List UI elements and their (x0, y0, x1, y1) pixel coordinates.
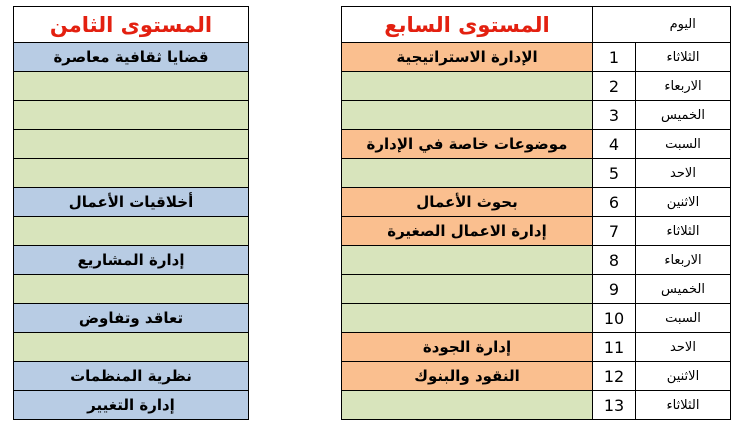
day-cell: الثلاثاء (636, 391, 731, 420)
level7-body (342, 7, 731, 420)
level8-row (14, 362, 249, 391)
level8-subject-cell (14, 101, 249, 130)
level7-header: المستوى السابع (342, 7, 593, 43)
level7-row (342, 217, 731, 246)
level7-row (342, 391, 731, 420)
level7-row (342, 304, 731, 333)
row-number-cell: 8 (593, 246, 636, 275)
day-header: اليوم (636, 7, 731, 43)
row-number-cell: 1 (593, 43, 636, 72)
level7-subject-cell (342, 391, 593, 420)
level7-subject-cell (342, 275, 593, 304)
level8-row (14, 246, 249, 275)
level8-subject-cell: إدارة التغيير (14, 391, 249, 420)
level7-row (342, 246, 731, 275)
level8-subject-cell (14, 159, 249, 188)
level8-subject-cell: تعاقد وتفاوض (14, 304, 249, 333)
blank-header-cell (593, 7, 636, 43)
level7-subject-cell (342, 101, 593, 130)
day-cell: الاحد (636, 159, 731, 188)
level7-subject-cell: إدارة الاعمال الصغيرة (342, 217, 593, 246)
level8-row (14, 159, 249, 188)
level8-row (14, 130, 249, 159)
row-number-cell: 9 (593, 275, 636, 304)
level8-row (14, 72, 249, 101)
level7-subject-cell: الإدارة الاستراتيجية (342, 43, 593, 72)
level8-row (14, 333, 249, 362)
level7-row (342, 362, 731, 391)
level8-header: المستوى الثامن (14, 7, 249, 43)
level8-subject-cell (14, 130, 249, 159)
row-number-cell: 4 (593, 130, 636, 159)
row-number-cell: 6 (593, 188, 636, 217)
level8-subject-cell: أخلاقيات الأعمال (14, 188, 249, 217)
level8-subject-cell (14, 217, 249, 246)
level7-subject-cell: إدارة الجودة (342, 333, 593, 362)
day-cell: الاربعاء (636, 72, 731, 101)
level8-row (14, 304, 249, 333)
day-cell: السبت (636, 130, 731, 159)
row-number-cell: 11 (593, 333, 636, 362)
level8-body (14, 7, 249, 420)
level7-row (342, 188, 731, 217)
level7-row (342, 275, 731, 304)
day-cell: الاحد (636, 333, 731, 362)
level8-row (14, 217, 249, 246)
day-cell: الخميس (636, 101, 731, 130)
day-cell: الاثنين (636, 362, 731, 391)
level8-subject-cell: إدارة المشاريع (14, 246, 249, 275)
level7-subject-cell (342, 304, 593, 333)
level8-subject-cell (14, 72, 249, 101)
level7-row (342, 333, 731, 362)
level7-subject-cell (342, 246, 593, 275)
level7-subject-cell (342, 72, 593, 101)
day-cell: الثلاثاء (636, 217, 731, 246)
level7-subject-cell: بحوث الأعمال (342, 188, 593, 217)
row-number-cell: 5 (593, 159, 636, 188)
level8-row (14, 188, 249, 217)
level7-subject-cell: موضوعات خاصة في الإدارة (342, 130, 593, 159)
level8-table (13, 6, 249, 420)
level7-row (342, 72, 731, 101)
level7-row (342, 43, 731, 72)
level7-table (341, 6, 731, 420)
level8-subject-cell: قضايا ثقافية معاصرة (14, 43, 249, 72)
level8-row (14, 101, 249, 130)
row-number-cell: 13 (593, 391, 636, 420)
row-number-cell: 12 (593, 362, 636, 391)
level8-subject-cell (14, 275, 249, 304)
day-cell: الاثنين (636, 188, 731, 217)
day-cell: الخميس (636, 275, 731, 304)
level8-row (14, 391, 249, 420)
row-number-cell: 10 (593, 304, 636, 333)
level7-row (342, 101, 731, 130)
level7-row (342, 159, 731, 188)
level8-row (14, 43, 249, 72)
day-cell: الاربعاء (636, 246, 731, 275)
day-cell: السبت (636, 304, 731, 333)
level8-subject-cell (14, 333, 249, 362)
level7-subject-cell (342, 159, 593, 188)
day-cell: الثلاثاء (636, 43, 731, 72)
row-number-cell: 7 (593, 217, 636, 246)
level8-row (14, 275, 249, 304)
level8-subject-cell: نظرية المنظمات (14, 362, 249, 391)
level7-row (342, 130, 731, 159)
row-number-cell: 2 (593, 72, 636, 101)
row-number-cell: 3 (593, 101, 636, 130)
level7-subject-cell: النقود والبنوك (342, 362, 593, 391)
